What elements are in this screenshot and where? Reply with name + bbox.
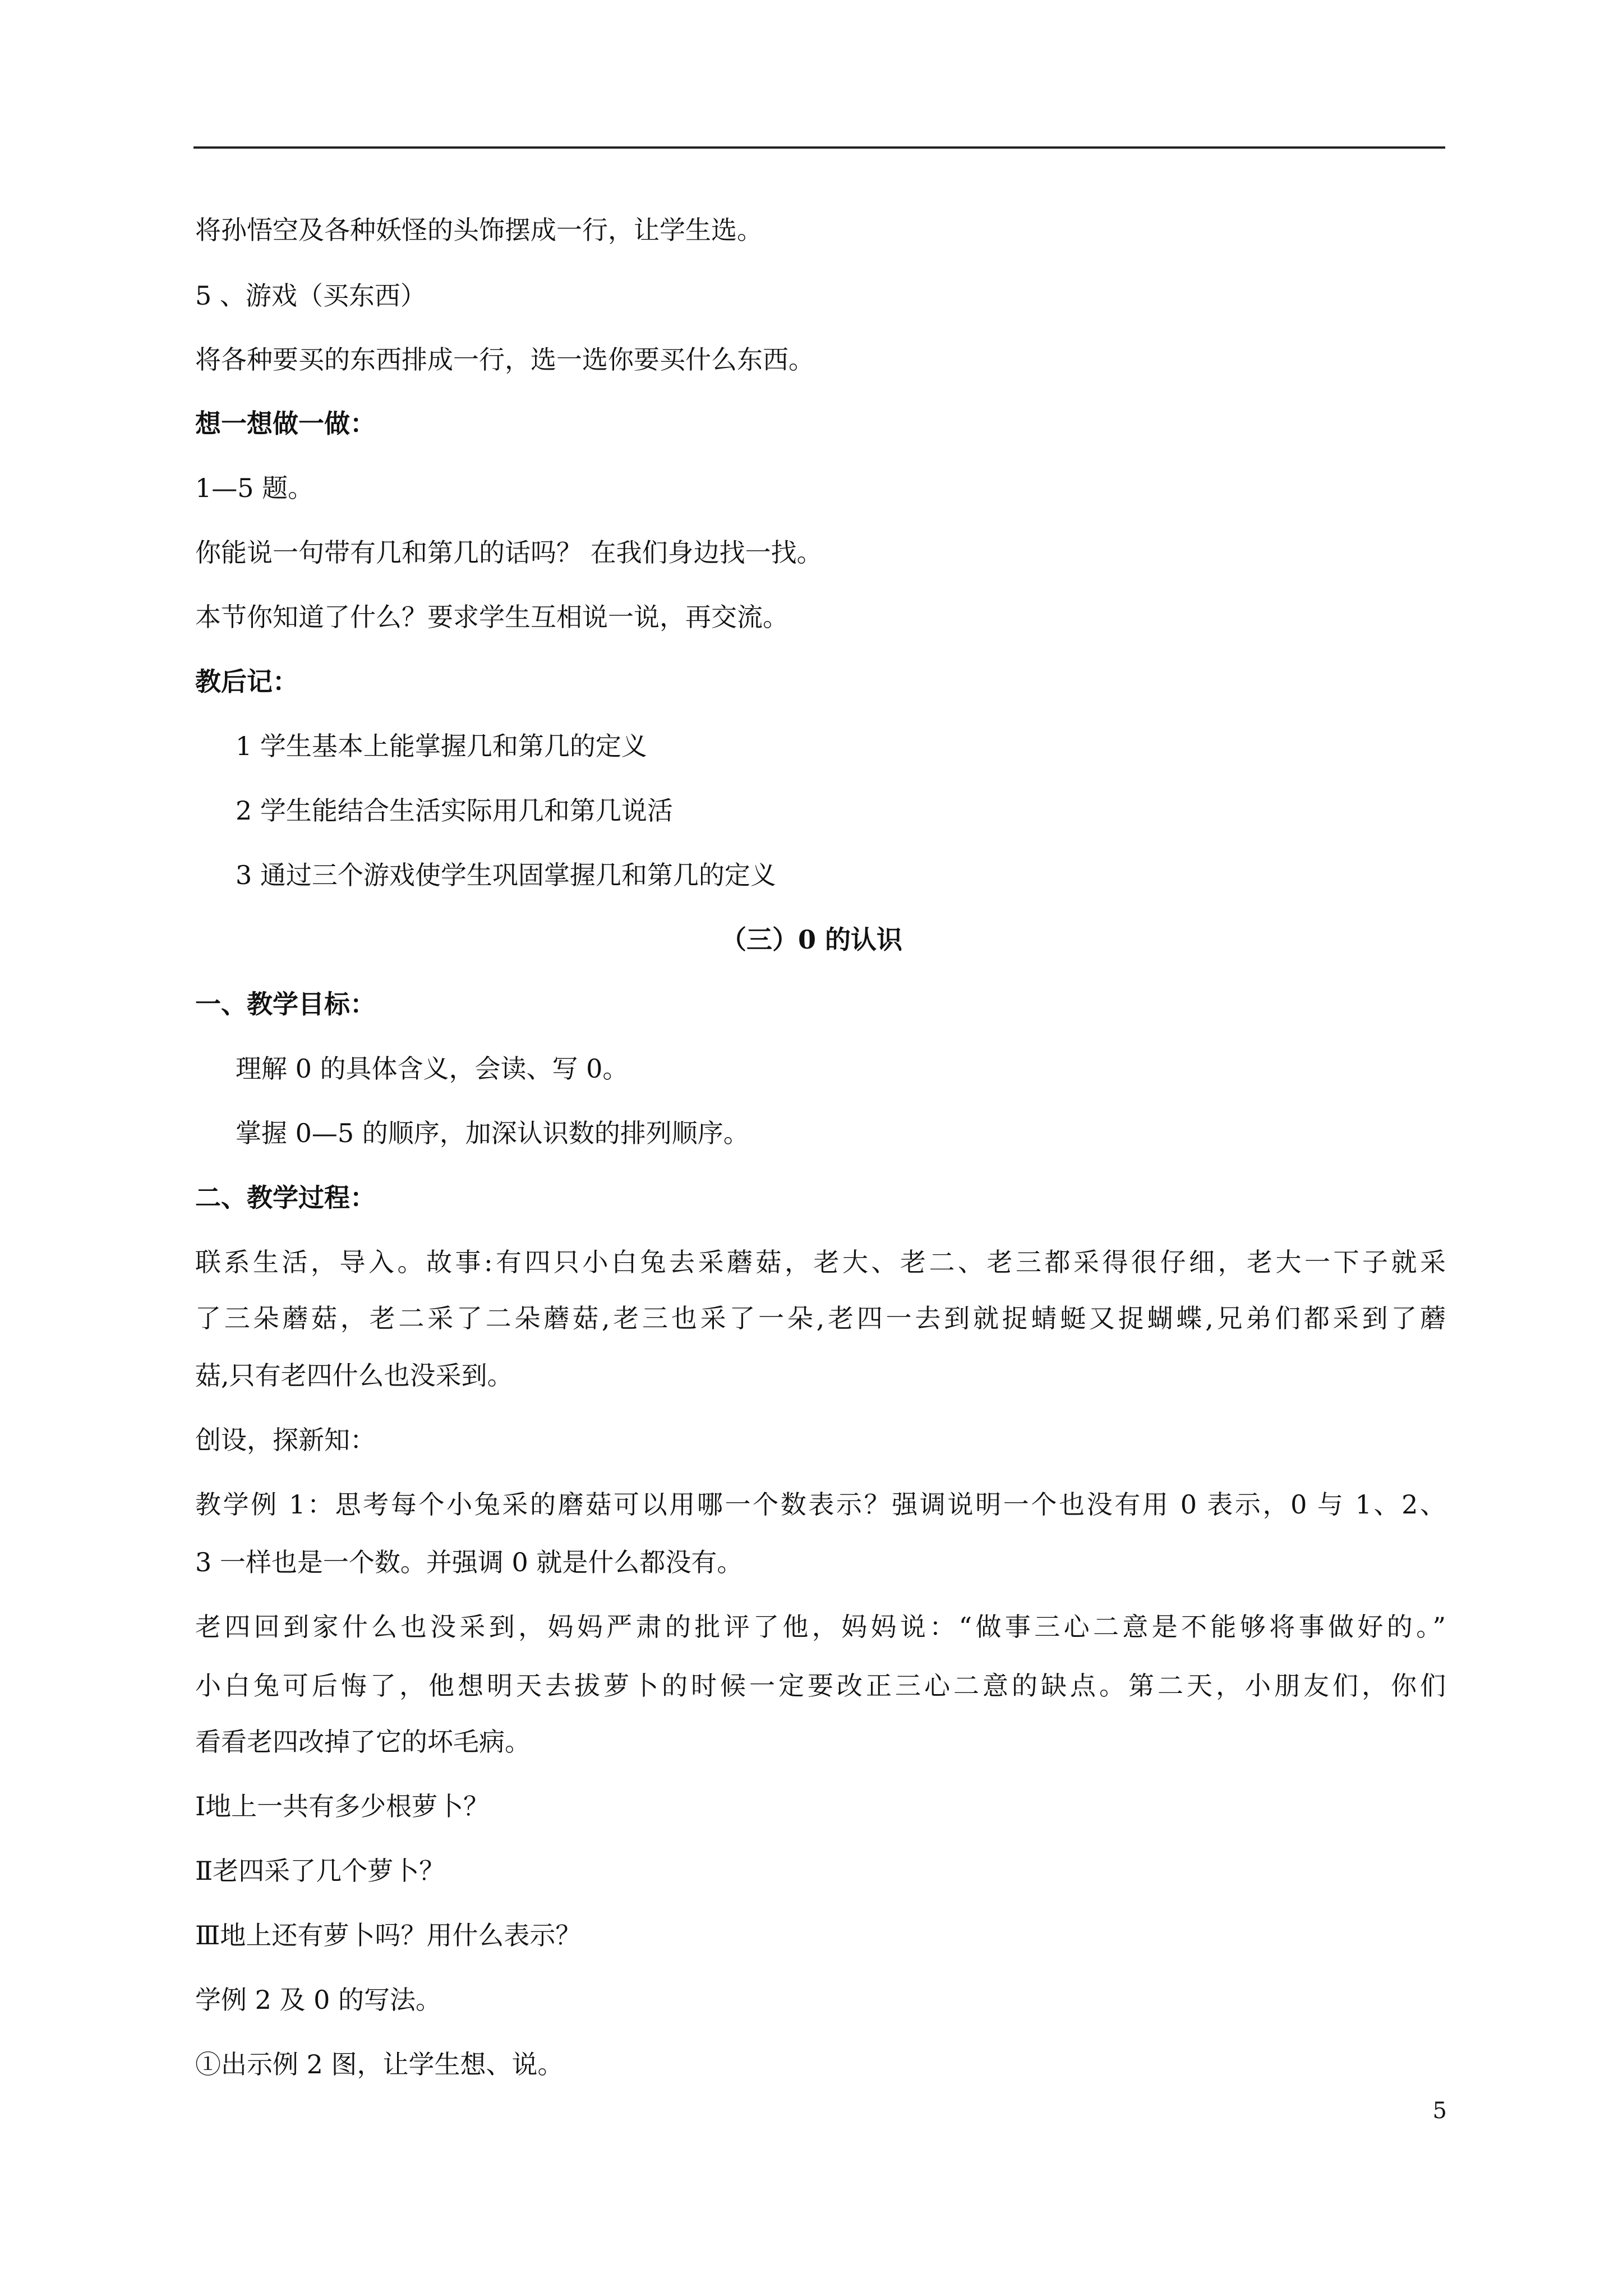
text-line: Ⅱ老四采了几个萝卜？ xyxy=(195,1856,445,1886)
section-heading: 二、教学过程： xyxy=(195,1182,376,1213)
text-line: 你能说一句带有几和第几的话吗？ 在我们身边找一找。 xyxy=(195,537,823,568)
text-line: Ⅲ地上还有萝卜吗？用什么表示？ xyxy=(195,1920,582,1950)
text-line: 老四回到家什么也没采到，妈妈严肃的批评了他，妈妈说：“做事三心二意是不能够将事做好的。” xyxy=(195,1612,1446,1642)
text-line: 5 、游戏（买东西） xyxy=(195,280,426,311)
section-heading: 想一想做一做： xyxy=(195,408,376,439)
text-line: 将孙悟空及各种妖怪的头饰摆成一行，让学生选。 xyxy=(195,215,763,245)
chapter-title: （三）0 的认识 xyxy=(720,924,903,955)
list-item: 2 学生能结合生活实际用几和第几说活 xyxy=(236,795,673,826)
text-line: Ⅰ地上一共有多少根萝卜？ xyxy=(195,1791,490,1821)
text-line: 3 一样也是一个数。并强调 0 就是什么都没有。 xyxy=(195,1547,743,1577)
list-item: 3 通过三个游戏使学生巩固掌握几和第几的定义 xyxy=(236,860,776,890)
text-line: 理解 0 的具体含义，会读、写 0。 xyxy=(236,1053,629,1084)
text-line: 掌握 0—5 的顺序，加深认识数的排列顺序。 xyxy=(236,1118,749,1148)
text-line: ①出示例 2 图，让学生想、说。 xyxy=(195,2049,564,2079)
text-line: 看看老四改掉了它的坏毛病。 xyxy=(195,1727,531,1757)
header-rule xyxy=(193,146,1445,149)
text-line: 本节你知道了什么？要求学生互相说一说，再交流。 xyxy=(195,602,789,632)
list-item: 1 学生基本上能掌握几和第几的定义 xyxy=(236,731,647,761)
page-number: 5 xyxy=(1432,2098,1447,2124)
text-line: 创设，探新知： xyxy=(195,1425,376,1455)
section-heading: 一、教学目标： xyxy=(195,989,376,1019)
text-line: 菇,只有老四什么也没采到。 xyxy=(195,1360,513,1391)
text-line: 联系生活，导入。故事:有四只小白兔去采蘑菇，老大、老二、老三都采得很仔细，老大一下子就采 xyxy=(195,1247,1446,1277)
text-line: 1—5 题。 xyxy=(195,473,314,503)
text-line: 小白兔可后悔了，他想明天去拔萝卜的时候一定要改正三心二意的缺点。第二天，小朋友们，你们 xyxy=(195,1671,1446,1701)
text-line: 将各种要买的东西排成一行，选一选你要买什么东西。 xyxy=(195,344,814,375)
text-line: 学例 2 及 0 的写法。 xyxy=(195,1985,442,2015)
text-line: 教学例 1：思考每个小兔采的磨菇可以用哪一个数表示？强调说明一个也没有用 0 表示，0 与 1、2、 xyxy=(195,1489,1446,1520)
text-line: 了三朵蘑菇，老二采了二朵蘑菇,老三也采了一朵,老四一去到就捉蜻蜓又捉蝴蝶,兄弟们都采到了蘑 xyxy=(195,1303,1446,1333)
section-heading: 教后记： xyxy=(195,666,298,697)
